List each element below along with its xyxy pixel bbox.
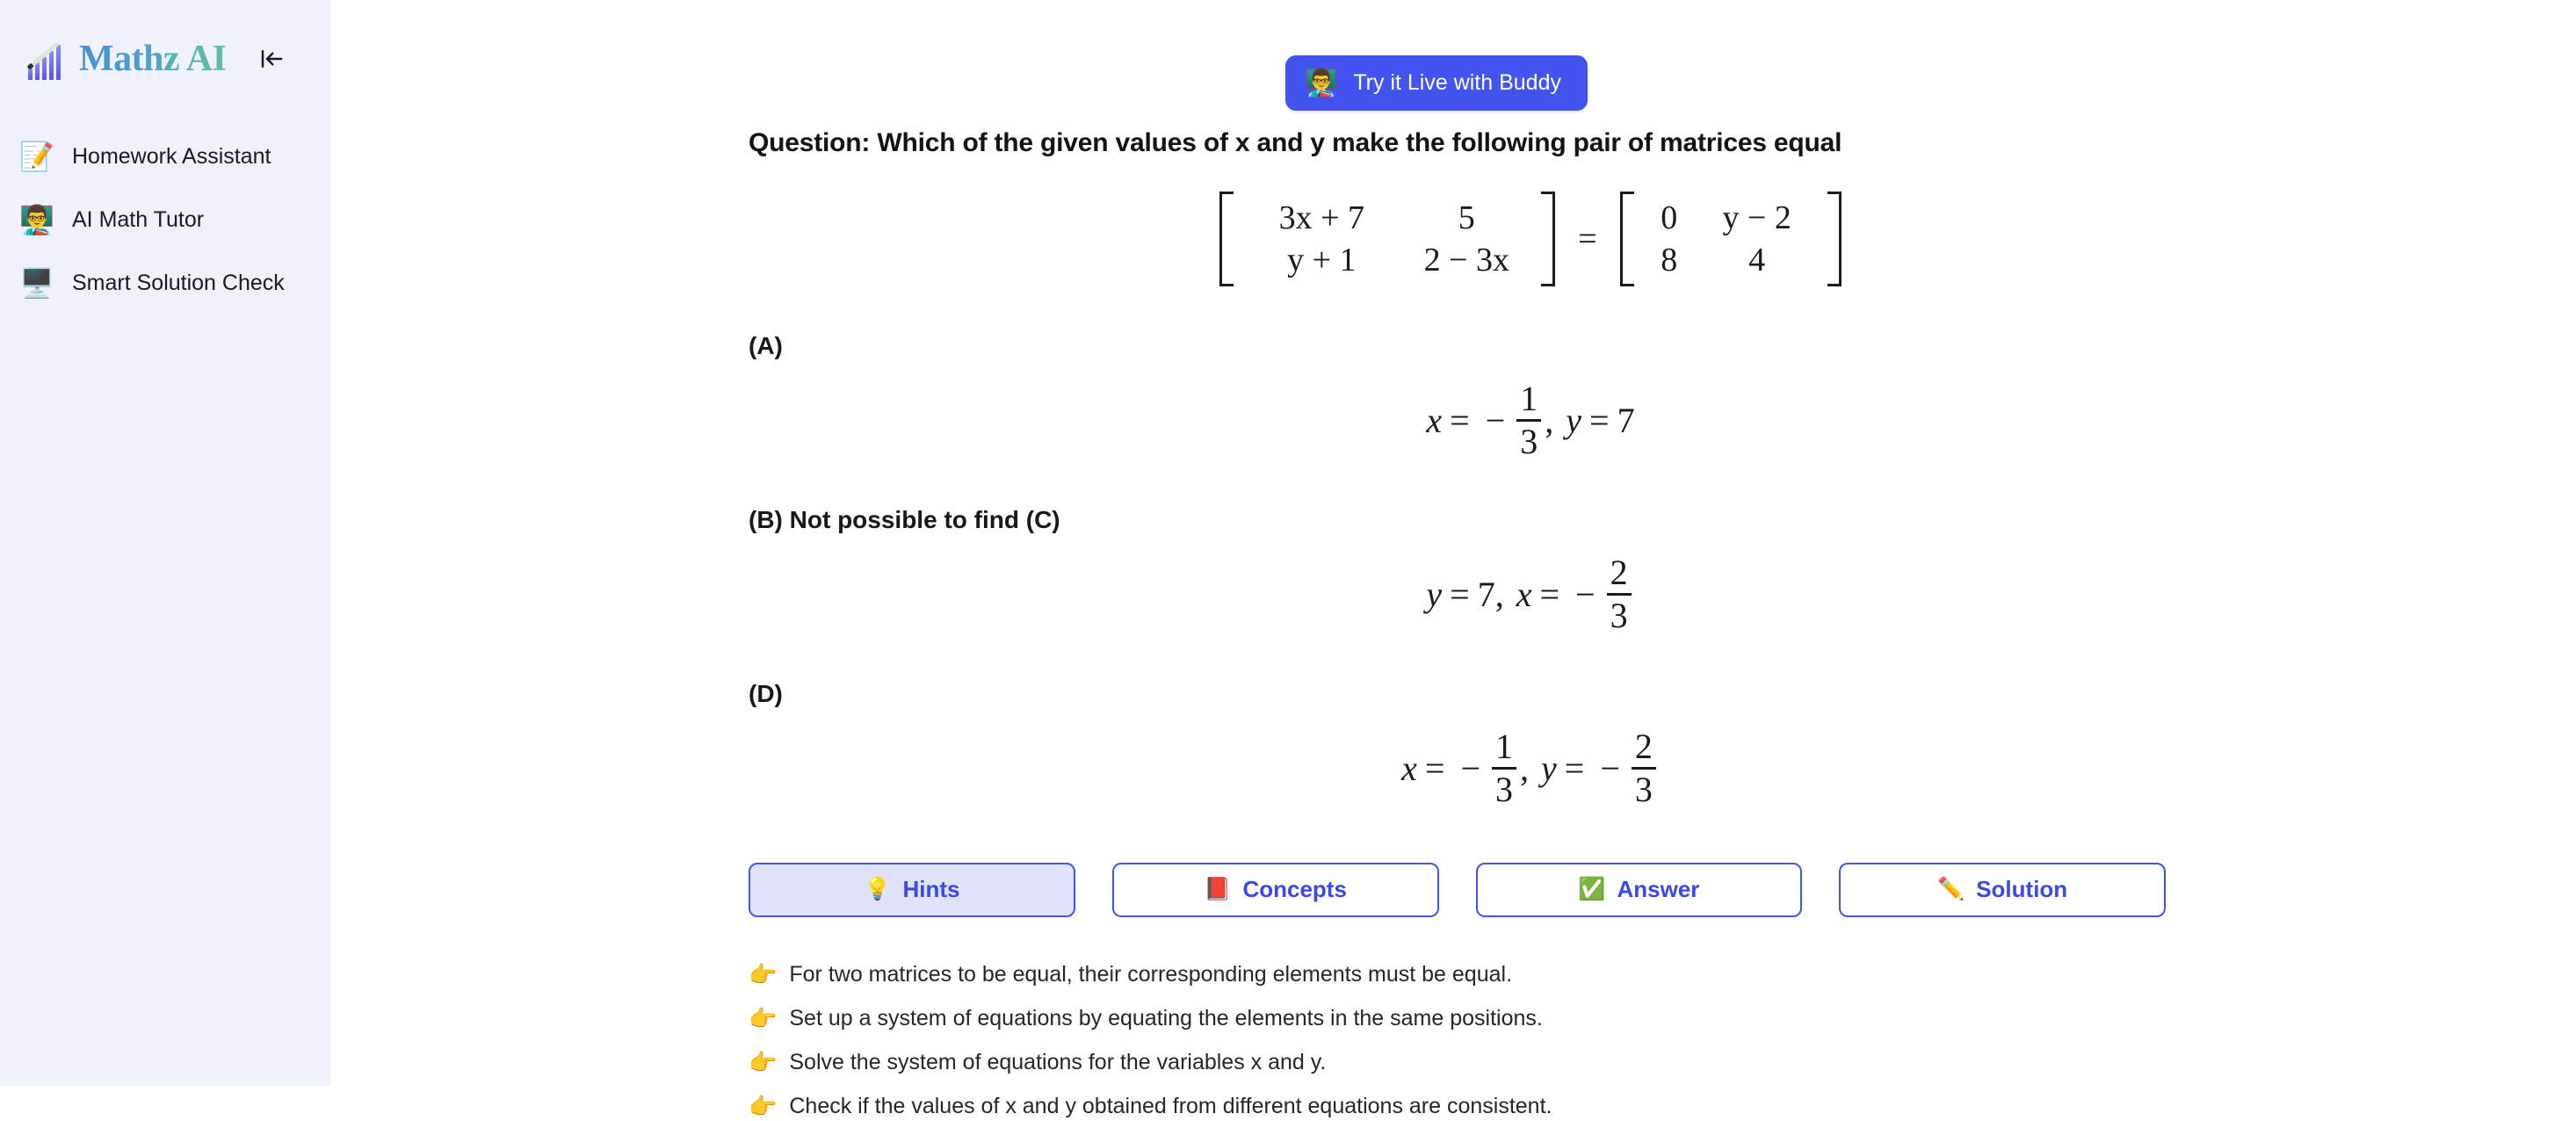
brand-row bbox=[0, 33, 330, 84]
hint-item bbox=[749, 1049, 2576, 1076]
sidebar bbox=[0, 0, 330, 1086]
math-token: = bbox=[1450, 401, 1470, 441]
sidebar-item-homework-assistant[interactable] bbox=[0, 125, 330, 188]
try-it-live-with-buddy-button[interactable] bbox=[1285, 55, 1588, 111]
fraction-denominator: 3 bbox=[1495, 769, 1513, 809]
question-block bbox=[330, 127, 2576, 808]
pointing-right-hand-icon: 👉 bbox=[749, 1004, 778, 1031]
matrix-left bbox=[1219, 192, 1555, 286]
math-token: x bbox=[1426, 401, 1443, 441]
sidebar-nav bbox=[0, 125, 330, 315]
sidebar-item-label: Homework Assistant bbox=[72, 143, 271, 169]
sidebar-item-smart-solution-check[interactable] bbox=[0, 251, 330, 315]
fraction bbox=[1632, 726, 1656, 809]
sidebar-item-label: Smart Solution Check bbox=[72, 270, 285, 295]
matrix-cell: 5 bbox=[1458, 199, 1475, 236]
check-circle-icon: ✅ bbox=[1578, 877, 1606, 902]
math-token: = bbox=[1539, 575, 1560, 615]
fraction-numerator: 1 bbox=[1520, 378, 1538, 418]
bracket-left-icon bbox=[1620, 192, 1634, 286]
math-token: y bbox=[1541, 749, 1557, 789]
teacher-icon: 👨‍🏫 bbox=[19, 204, 54, 235]
math-token: − bbox=[1460, 749, 1480, 789]
pointing-right-hand-icon: 👉 bbox=[749, 960, 778, 987]
option-letter-a: (A) bbox=[749, 331, 783, 359]
bracket-right-icon bbox=[1827, 192, 1842, 286]
math-token: − bbox=[1575, 575, 1596, 615]
matrix-cell: 3x + 7 bbox=[1278, 199, 1364, 236]
math-token: − bbox=[1485, 401, 1506, 441]
hint-item bbox=[749, 1005, 2576, 1032]
fraction-numerator: 2 bbox=[1634, 726, 1653, 766]
hint-text: Check if the values of x and y obtained from different equations are consistent. bbox=[789, 1094, 1552, 1119]
matrix-cell: y − 2 bbox=[1722, 199, 1791, 236]
math-chart-pencil-logo-icon bbox=[19, 36, 67, 82]
option-letter-d: (D) bbox=[749, 679, 783, 707]
matrix-cell: y + 1 bbox=[1287, 241, 1357, 278]
solution-button[interactable] bbox=[1839, 863, 2166, 917]
fraction-denominator: 3 bbox=[1610, 595, 1628, 635]
buddy-button-label: Try it Live with Buddy bbox=[1353, 70, 1561, 95]
matrix-equation bbox=[749, 192, 2312, 286]
solution-button-label: Solution bbox=[1976, 876, 2068, 903]
option-a-expression bbox=[749, 378, 2312, 461]
math-token: 7 bbox=[1617, 401, 1635, 441]
concepts-button[interactable] bbox=[1112, 863, 1439, 917]
hint-text: Set up a system of equations by equating the elements in the same positions. bbox=[789, 1005, 1543, 1031]
math-token: x bbox=[1401, 749, 1417, 789]
math-token: , bbox=[1494, 575, 1504, 615]
hint-text: Solve the system of equations for the variables x and y. bbox=[789, 1050, 1327, 1075]
option-c-expression bbox=[749, 552, 2312, 635]
page-title: Question: Which of the given values of x and y make the following pair of matrices equal bbox=[749, 128, 1842, 157]
action-button-row bbox=[330, 863, 2576, 917]
math-token: , bbox=[1520, 749, 1529, 789]
sidebar-item-ai-math-tutor[interactable] bbox=[0, 188, 330, 251]
sidebar-item-label: AI Math Tutor bbox=[72, 206, 205, 232]
math-token: = bbox=[1564, 749, 1585, 789]
brand-title: Mathz AI bbox=[79, 39, 227, 79]
fraction bbox=[1516, 378, 1541, 461]
math-token: = bbox=[1424, 749, 1445, 789]
math-token: = bbox=[1450, 575, 1470, 615]
fraction bbox=[1492, 726, 1516, 809]
matrix-cell: 2 − 3x bbox=[1423, 241, 1509, 278]
math-token: x bbox=[1516, 575, 1532, 615]
fraction bbox=[1607, 552, 1632, 635]
bracket-left-icon bbox=[1219, 192, 1234, 286]
equals-sign: = bbox=[1578, 220, 1597, 257]
buddy-bar bbox=[330, 0, 2576, 111]
fraction-numerator: 2 bbox=[1610, 552, 1628, 592]
matrix-cell: 8 bbox=[1661, 241, 1678, 278]
pencil-icon: ✏️ bbox=[1937, 877, 1965, 902]
fraction-denominator: 3 bbox=[1520, 421, 1538, 461]
option-d-expression bbox=[749, 726, 2312, 809]
bracket-right-icon bbox=[1541, 192, 1555, 286]
memo-pencil-icon: 📝 bbox=[19, 141, 54, 172]
hints-button[interactable] bbox=[749, 863, 1075, 917]
checked-screen-icon: 🖥️ bbox=[19, 267, 54, 299]
concepts-button-label: Concepts bbox=[1242, 876, 1347, 903]
hint-item bbox=[749, 1093, 2576, 1120]
hints-button-label: Hints bbox=[902, 876, 960, 903]
option-letter-b-c: (B) Not possible to find (C) bbox=[749, 505, 1060, 533]
hint-item bbox=[749, 961, 2576, 988]
math-token: y bbox=[1426, 575, 1443, 615]
matrix-cell: 0 bbox=[1661, 199, 1678, 236]
pointing-right-hand-icon: 👉 bbox=[749, 1093, 778, 1120]
main-content bbox=[330, 0, 2576, 1120]
answer-button-label: Answer bbox=[1617, 876, 1700, 903]
teacher-avatar-icon: 👨‍🏫 bbox=[1304, 68, 1338, 98]
hints-list bbox=[330, 961, 2576, 1121]
matrix-right bbox=[1620, 192, 1842, 286]
hint-text: For two matrices to be equal, their corresponding elements must be equal. bbox=[789, 961, 1513, 987]
math-token: 7 bbox=[1477, 575, 1495, 615]
math-token: − bbox=[1600, 749, 1620, 789]
collapse-left-icon[interactable] bbox=[255, 42, 288, 76]
fraction-numerator: 1 bbox=[1495, 726, 1513, 766]
math-token: = bbox=[1589, 401, 1610, 441]
lightbulb-icon: 💡 bbox=[864, 877, 892, 902]
math-token: , bbox=[1545, 401, 1554, 441]
pointing-right-hand-icon: 👉 bbox=[749, 1049, 778, 1076]
book-icon: 📕 bbox=[1204, 877, 1232, 902]
matrix-cell: 4 bbox=[1748, 241, 1766, 278]
fraction-denominator: 3 bbox=[1634, 769, 1653, 809]
math-token: y bbox=[1566, 401, 1582, 441]
answer-button[interactable] bbox=[1476, 863, 1803, 917]
